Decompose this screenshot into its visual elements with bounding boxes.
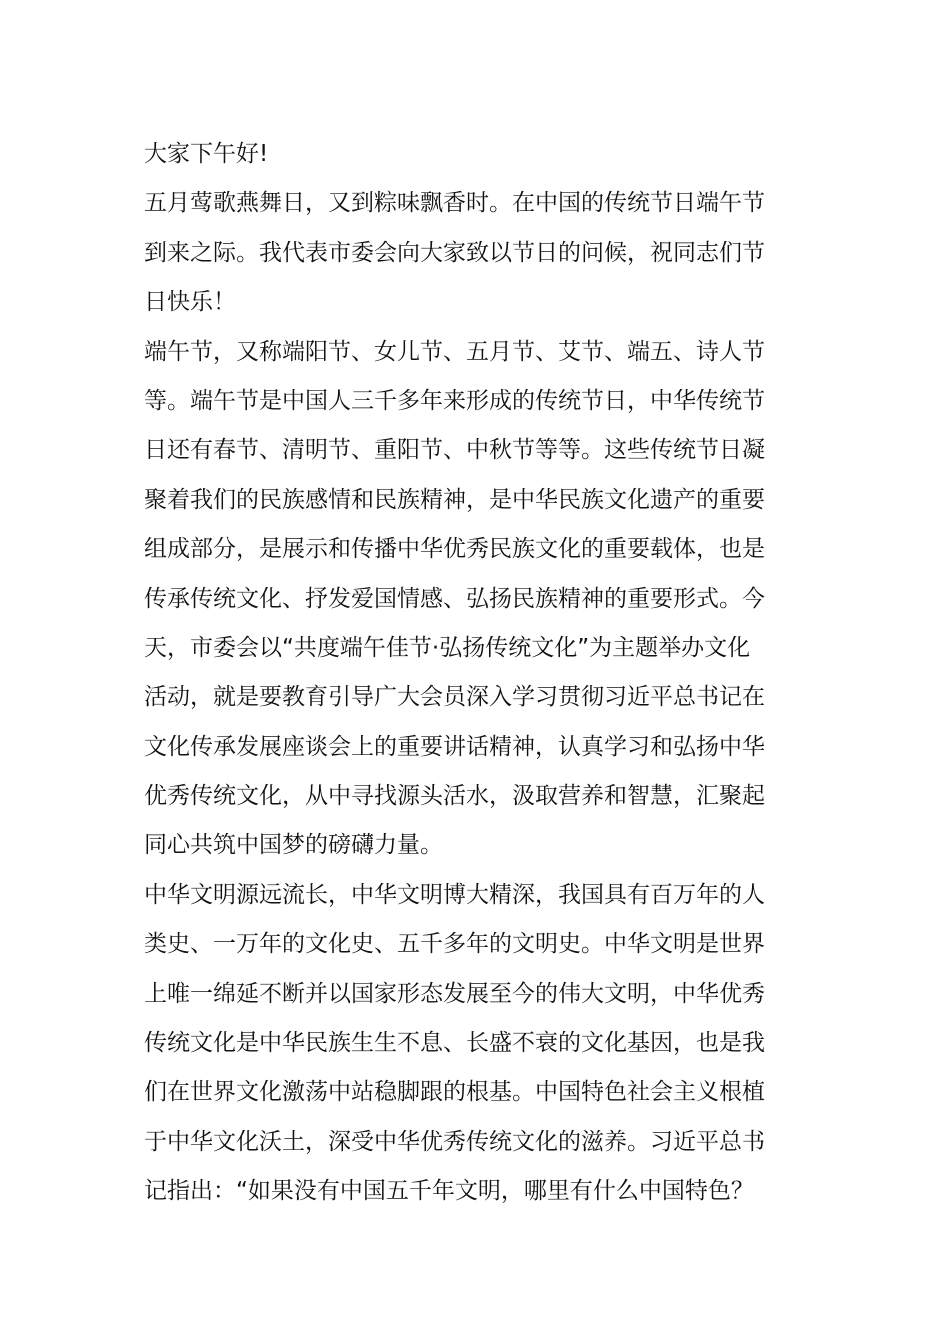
- text-line: 文化传承发展座谈会上的重要讲话精神，认真学习和弘扬中华: [144, 733, 765, 760]
- text-line: 端午节，又称端阳节、女儿节、五月节、艾节、端五、诗人节: [144, 338, 765, 365]
- text-line: 类史、一万年的文化史、五千多年的文明史。中华文明是世界: [144, 931, 765, 958]
- text-line: 五月莺歌燕舞日，又到粽味飘香时。在中国的传统节日端午节: [144, 190, 765, 217]
- text-line: 记指出：“如果没有中国五千年文明，哪里有什么中国特色？: [144, 1178, 754, 1205]
- speech-body-text: [144, 130, 804, 1217]
- text-line: 到来之际。我代表市委会向大家致以节日的问候，祝同志们节: [144, 239, 765, 266]
- text-line: 大家下午好!: [144, 141, 269, 167]
- text-line: 日快乐！: [144, 289, 236, 316]
- text-line: 优秀传统文化，从中寻找源头活水，汲取营养和智慧，汇聚起: [144, 783, 765, 810]
- text-line: 活动，就是要教育引导广大会员深入学习贯彻习近平总书记在: [144, 684, 765, 711]
- text-line: 等。端午节是中国人三千多年来形成的传统节日，中华传统节: [144, 387, 765, 414]
- text-line: 上唯一绵延不断并以国家形态发展至今的伟大文明，中华优秀: [144, 980, 765, 1007]
- text-line: 们在世界文化激荡中站稳脚跟的根基。中国特色社会主义根植: [144, 1079, 765, 1106]
- text-line: 中华文明源远流长，中华文明博大精深，我国具有百万年的人: [144, 881, 765, 908]
- text-line: 于中华文化沃土，深受中华优秀传统文化的滋养。习近平总书: [144, 1128, 765, 1155]
- text-line: 同心共筑中国梦的磅礴力量。: [144, 832, 443, 859]
- text-line: 传统文化是中华民族生生不息、长盛不衰的文化基因，也是我: [144, 1030, 765, 1057]
- text-line: 聚着我们的民族感情和民族精神，是中华民族文化遗产的重要: [144, 486, 765, 513]
- text-line: 日还有春节、清明节、重阳节、中秋节等等。这些传统节日凝: [144, 437, 765, 464]
- text-line: 组成部分，是展示和传播中华优秀民族文化的重要载体，也是: [144, 536, 765, 563]
- text-line: 天，市委会以“共度端午佳节·弘扬传统文化”为主题举办文化: [144, 634, 751, 661]
- text-line: 传承传统文化、抒发爱国情感、弘扬民族精神的重要形式。今: [144, 585, 765, 612]
